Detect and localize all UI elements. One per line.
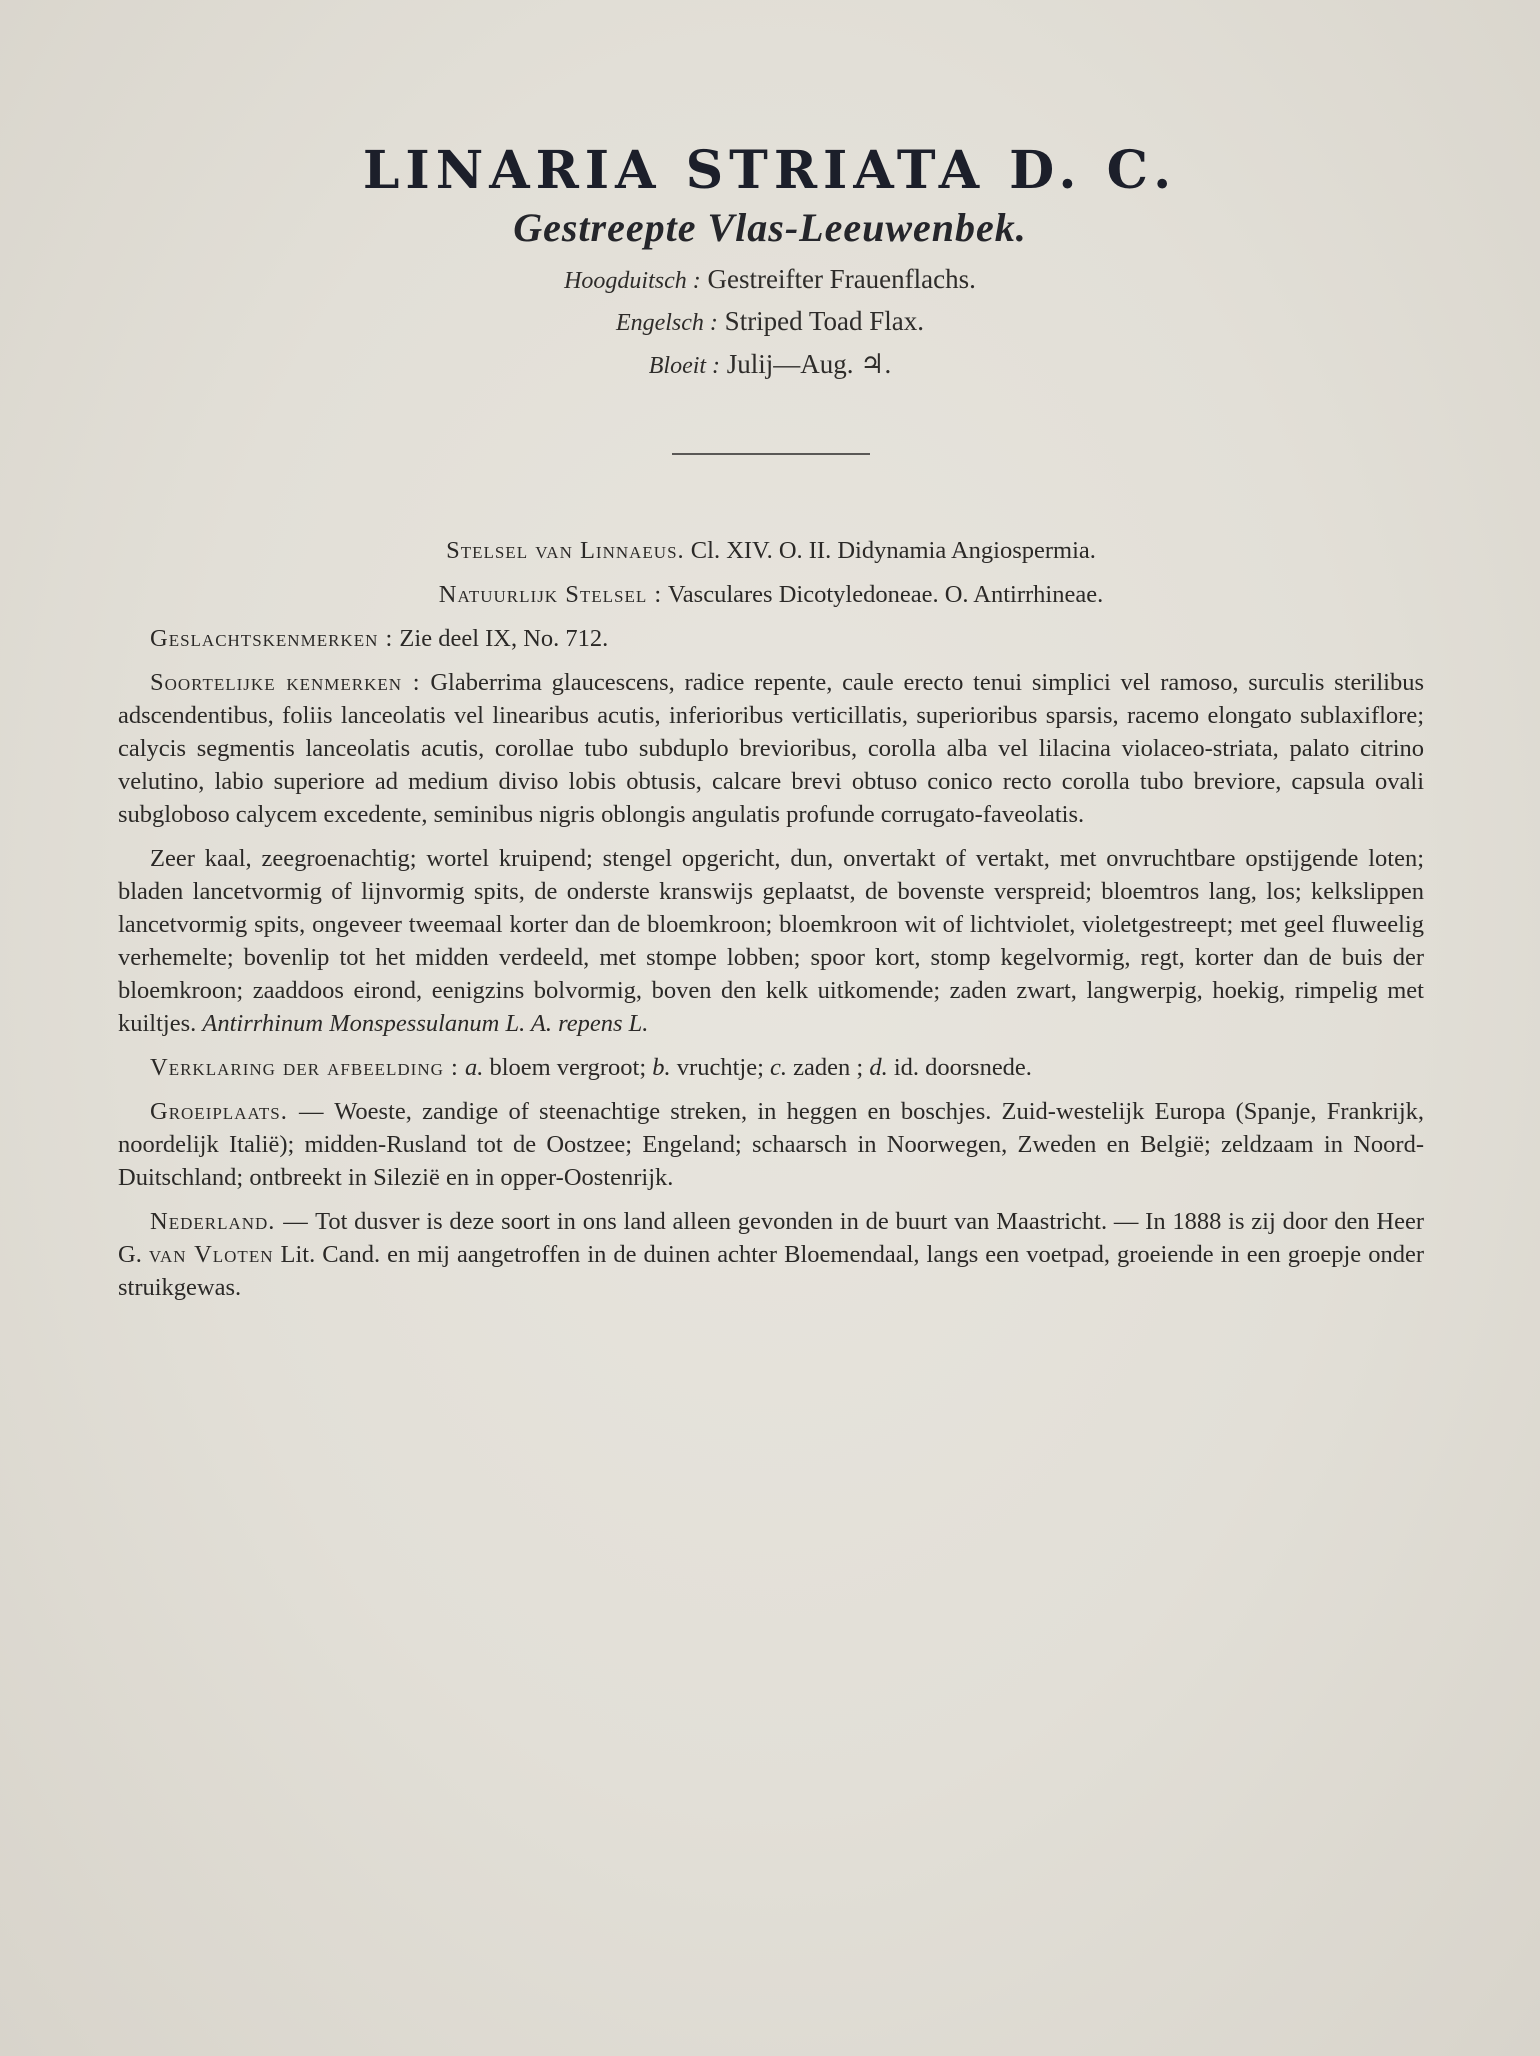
linnaeus-label: Stelsel van Linnaeus. bbox=[446, 537, 685, 564]
bloom-line bbox=[0, 349, 1540, 380]
natural-label: Natuurlijk Stelsel : bbox=[438, 581, 663, 608]
english-name-line bbox=[0, 306, 1540, 337]
dutch-description-paragraph bbox=[118, 842, 1424, 1040]
natural-text: Vasculares Dicotyledoneae. O. Antirrhineae. bbox=[667, 581, 1104, 608]
figure-label: Verklaring der afbeelding : bbox=[150, 1054, 459, 1081]
english-label: Engelsch : bbox=[615, 310, 718, 336]
german-label: Hoogduitsch : bbox=[564, 268, 701, 294]
section-divider bbox=[672, 453, 870, 455]
natural-system-line bbox=[118, 578, 1424, 611]
genus-text: Zie deel IX, No. 712. bbox=[399, 625, 609, 652]
linnaeus-text: Cl. XIV. O. II. Didynamia Angiospermia. bbox=[690, 537, 1096, 564]
netherlands-paragraph bbox=[118, 1205, 1424, 1304]
figure-d-letter: d. bbox=[869, 1054, 888, 1081]
collector-name: van Vloten bbox=[148, 1241, 274, 1268]
german-name-line bbox=[0, 264, 1540, 295]
figure-d-text: id. doorsnede. bbox=[893, 1054, 1032, 1081]
dutch-name-subtitle: Gestreepte Vlas-Leeuwenbek. bbox=[513, 205, 1027, 250]
figure-b-letter: b. bbox=[652, 1054, 671, 1081]
figure-a-letter: a. bbox=[464, 1054, 484, 1081]
bloom-label: Bloeit : bbox=[648, 353, 721, 379]
species-label: Soortelijke kenmerken : bbox=[150, 669, 421, 696]
netherlands-label: Nederland. — bbox=[150, 1208, 309, 1235]
english-name: Striped Toad Flax. bbox=[724, 306, 925, 336]
dutch-description: Zeer kaal, zeegroenachtig; wortel kruipend; stengel opgericht, dun, onvertakt of vertakt, met onvruchtbare opstijgende loten; bladen lancetvormig of lijnvormig spits, de onderste kranswijs geplaatst, de bovenste verspreid; bloemtros lang, los; kelkslippen lancetvormig spits, ongeveer tweemaal korter dan de bloemkroon; bloemkroon wit of lichtviolet, violetgestreept; met geel fluweelig verhemelte; bovenlip tot het midden verdeeld, met stompe lobben; spoor kort, stomp kegelvormig, regt, korter dan de buis der bloemkroon; zaaddoos eirond, eenigzins bolvormig, boven den kelk uitkomende; zaden zwart, langwerpig, hoekig, rimpelig met kuiltjes. bbox=[118, 845, 1424, 1037]
linnaeus-system-line bbox=[118, 534, 1424, 567]
species-characters-paragraph bbox=[118, 666, 1424, 831]
description-body bbox=[118, 534, 1424, 1315]
figure-a-text: bloem vergroot; bbox=[489, 1054, 647, 1081]
netherlands-text-1: Tot dusver is deze soort in ons land alleen gevonden in de buurt van Maastricht. — In 1888 is zij door den Heer G. bbox=[118, 1208, 1425, 1268]
synonym: Antirrhinum Monspessulanum L. A. repens L. bbox=[202, 1010, 649, 1037]
figure-explanation-line bbox=[118, 1051, 1424, 1084]
page-title: LINARIA STRIATA D. C. bbox=[362, 140, 1178, 201]
genus-label: Geslachtskenmerken : bbox=[150, 625, 394, 652]
german-name: Gestreifter Frauenflachs. bbox=[707, 264, 976, 294]
netherlands-text-2: Lit. Cand. en mij aangetroffen in de duinen achter Bloemendaal, langs een voetpad, groeiende in een groepje onder struikgewas. bbox=[118, 1241, 1424, 1301]
bloom-value: Julij—Aug. ♃. bbox=[726, 349, 892, 379]
habitat-text: Woeste, zandige of steenachtige streken, in heggen en boschjes. Zuid-westelijk Europa (Spanje, Frankrijk, noordelijk Italië); midden-Rusland tot de Oostzee; Engeland; schaarsch in Noorwegen, Zweden en België; zeldzaam in Noord-Duitschland; ontbreekt in Silezië en in opper-Oostenrijk. bbox=[118, 1098, 1425, 1191]
habitat-paragraph bbox=[118, 1095, 1424, 1194]
figure-c-text: zaden ; bbox=[793, 1054, 864, 1081]
genus-characters-line bbox=[118, 622, 1424, 655]
habitat-label: Groeiplaats. — bbox=[150, 1098, 325, 1125]
species-text: Glaberrima glaucescens, radice repente, caule erecto tenui simplici vel ramoso, surculis sterilibus adscendentibus, foliis lanceolatis vel linearibus acutis, inferioribus verticillatis, superioribus sparsis, racemo elongato sublaxiflore; calycis segmentis lanceolatis acutis, corollae tubo subduplo brevioribus, corolla alba vel lilacina violaceo-striata, palato citrino velutino, labio superiore ad medium diviso lobis obtusis, calcare brevi obtuso conico recto corolla tubo breviore, capsula ovali subgloboso calycem excedente, seminibus nigris oblongis angulatis profunde corrugato-faveolatis. bbox=[118, 669, 1424, 828]
figure-c-letter: c. bbox=[770, 1054, 787, 1081]
figure-b-text: vruchtje; bbox=[676, 1054, 764, 1081]
